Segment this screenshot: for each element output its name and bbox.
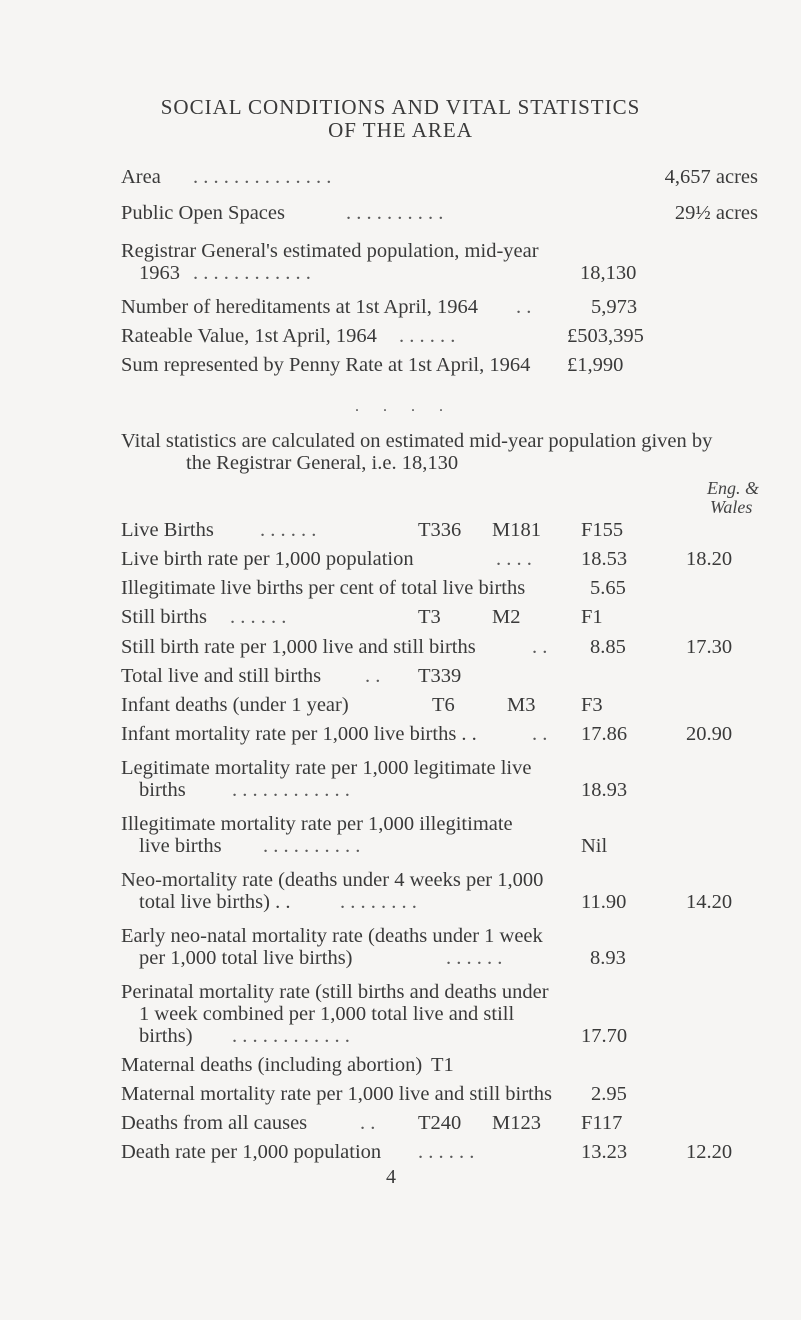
early-neo-natal-label: Early neo-natal mortality rate (deaths under 1 week	[121, 925, 543, 947]
rateable-value-label: Rateable Value, 1st April, 1964	[121, 325, 377, 347]
infant-deaths-female: F3	[581, 694, 603, 716]
legit-mortality-value: 18.93	[581, 779, 628, 801]
eng-wales-header-line2: Wales	[710, 497, 753, 517]
hereditaments-value: 5,973	[591, 296, 638, 318]
area-label: Area	[121, 166, 161, 188]
illegit-mortality-label: Illegitimate mortality rate per 1,000 illegitimate	[121, 813, 513, 835]
deaths-all-female: F117	[581, 1112, 623, 1134]
illegitimate-live-births-label: Illegitimate live births per cent of total live births	[121, 577, 526, 599]
live-births-total: T336	[418, 519, 462, 541]
population-value: 18,130	[580, 262, 637, 284]
death-rate-label: Death rate per 1,000 population	[121, 1141, 382, 1163]
deaths-all-label: Deaths from all causes	[121, 1112, 308, 1134]
death-rate-leader: . . . . . .	[418, 1141, 475, 1163]
total-live-still-total: T339	[418, 665, 462, 687]
infant-deaths-total: T6	[432, 694, 455, 716]
perinatal-value: 17.70	[581, 1025, 628, 1047]
maternal-deaths-label: Maternal deaths (including abortion)	[121, 1054, 423, 1076]
legit-mortality-label-2: births	[139, 779, 186, 801]
open-spaces-leader: . . . . . . . . . .	[346, 202, 444, 224]
page-number: 4	[386, 1166, 396, 1188]
still-births-male: M2	[492, 606, 521, 628]
perinatal-label: Perinatal mortality rate (still births and deaths under	[121, 981, 549, 1003]
penny-rate-value: £1,990	[567, 354, 624, 376]
live-birth-rate-ew: 18.20	[686, 548, 733, 570]
perinatal-leader: . . . . . . . . . . . .	[232, 1025, 350, 1047]
neo-mortality-label-2: total live births) . .	[139, 891, 291, 913]
still-births-female: F1	[581, 606, 603, 628]
early-neo-natal-leader: . . . . . .	[446, 947, 503, 969]
hereditaments-label: Number of hereditaments at 1st April, 1964	[121, 296, 478, 318]
deaths-all-male: M123	[492, 1112, 541, 1134]
infant-mortality-leader: . .	[532, 723, 548, 745]
early-neo-natal-value: 8.93	[590, 947, 626, 969]
live-birth-rate-value: 18.53	[581, 548, 628, 570]
page-subtitle: OF THE AREA	[328, 118, 473, 142]
live-birth-rate-label: Live birth rate per 1,000 population	[121, 548, 414, 570]
neo-mortality-ew: 14.20	[686, 891, 733, 913]
live-births-label: Live Births	[121, 519, 214, 541]
live-birth-rate-leader: . . . .	[496, 548, 532, 570]
infant-mortality-value: 17.86	[581, 723, 628, 745]
maternal-deaths-total: T1	[431, 1054, 454, 1076]
live-births-leader: . . . . . .	[260, 519, 317, 541]
open-spaces-value: 29½ acres	[674, 202, 758, 224]
illegit-mortality-value: Nil	[581, 835, 608, 857]
rateable-value-value: £503,395	[567, 325, 644, 347]
illegit-mortality-leader: . . . . . . . . . .	[263, 835, 361, 857]
neo-mortality-label: Neo-mortality rate (deaths under 4 weeks per 1,000	[121, 869, 544, 891]
illegit-mortality-label-2: live births	[139, 835, 222, 857]
still-births-leader: . . . . . .	[230, 606, 287, 628]
area-leader: . . . . . . . . . . . . . .	[193, 166, 332, 188]
page-title: SOCIAL CONDITIONS AND VITAL STATISTICS	[160, 95, 641, 119]
still-births-label: Still births	[121, 606, 208, 628]
legit-mortality-label: Legitimate mortality rate per 1,000 legitimate live	[121, 757, 532, 779]
infant-mortality-label: Infant mortality rate per 1,000 live births . .	[121, 723, 477, 745]
area-value: 4,657 acres	[664, 166, 758, 188]
live-births-female: F155	[581, 519, 624, 541]
death-rate-ew: 12.20	[686, 1141, 733, 1163]
early-neo-natal-label-2: per 1,000 total live births)	[139, 947, 353, 969]
rateable-value-leader: . . . . . .	[399, 325, 456, 347]
maternal-rate-label: Maternal mortality rate per 1,000 live and still births	[121, 1083, 552, 1105]
neo-mortality-value: 11.90	[581, 891, 627, 913]
perinatal-label-3: births)	[139, 1025, 193, 1047]
open-spaces-label: Public Open Spaces	[121, 202, 285, 224]
infant-mortality-ew: 20.90	[686, 723, 733, 745]
legit-mortality-leader: . . . . . . . . . . . .	[232, 779, 350, 801]
live-births-male: M181	[492, 519, 541, 541]
total-live-still-leader: . .	[365, 665, 381, 687]
hereditaments-leader: . .	[516, 296, 532, 318]
population-label-year: 1963	[139, 262, 180, 284]
population-label: Registrar General's estimated population, mid-year	[121, 240, 539, 262]
population-leader: . . . . . . . . . . . .	[193, 262, 311, 284]
total-live-still-label: Total live and still births	[121, 665, 322, 687]
deaths-all-total: T240	[418, 1112, 462, 1134]
still-birth-rate-leader: . .	[532, 636, 548, 658]
illegitimate-live-births-value: 5.65	[590, 577, 626, 599]
still-births-total: T3	[418, 606, 441, 628]
eng-wales-header-line1: Eng. &	[707, 478, 759, 498]
still-birth-rate-label: Still birth rate per 1,000 live and still births	[121, 636, 476, 658]
infant-deaths-male: M3	[507, 694, 536, 716]
neo-mortality-leader: . . . . . . . .	[340, 891, 417, 913]
death-rate-value: 13.23	[581, 1141, 628, 1163]
infant-deaths-label: Infant deaths (under 1 year)	[121, 694, 349, 716]
perinatal-label-2: 1 week combined per 1,000 total live and still	[139, 1003, 515, 1025]
still-birth-rate-value: 8.85	[590, 636, 626, 658]
deaths-all-leader: . .	[360, 1112, 376, 1134]
penny-rate-label: Sum represented by Penny Rate at 1st April, 1964	[121, 354, 531, 376]
maternal-rate-value: 2.95	[591, 1083, 627, 1105]
intro-line-2: the Registrar General, i.e. 18,130	[186, 452, 459, 474]
still-birth-rate-ew: 17.30	[686, 636, 733, 658]
section-separator: . . . .	[355, 398, 453, 415]
intro-line-1: Vital statistics are calculated on estimated mid-year population given by	[121, 430, 713, 452]
